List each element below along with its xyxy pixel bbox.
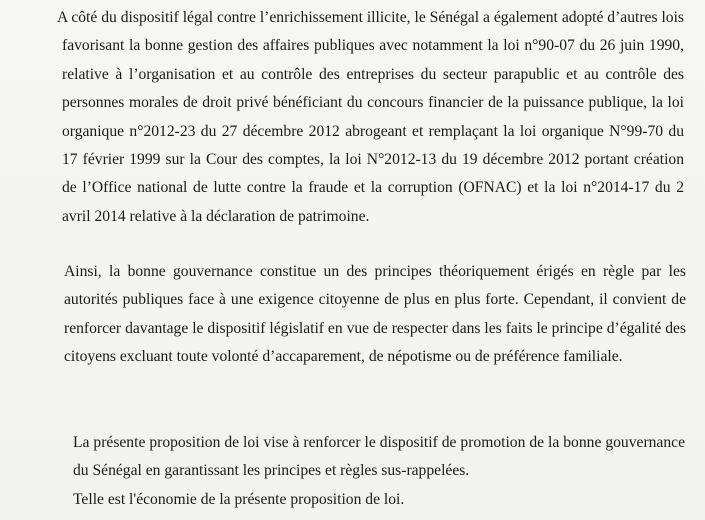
paragraph-proposal-purpose: La présente proposition de loi vise à renforcer le dispositif de promotion de la bonne gouvernance du Sénégal en garantissant les principes et règles sus-rappelées. xyxy=(73,434,685,480)
paragraph-legal-framework: A côté du dispositif légal contre l’enrichissement illicite, le Sénégal a également adopté d’autres lois favorisant la bonne gestion des affaires publiques avec notamment la loi n°90-07 du 26 juin 1990, relative à l’organisation et au contrôle des entreprises du secteur parapublic et au contrôle des personnes morales de droit privé bénéficiant du concours financier de la puissance publique, la loi organique n°2012-23 du 27 décembre 2012 abrogeant et remplaçant la loi organique N°99-70 du 17 février 1999 sur la Cour des comptes, la loi N°2012-13 du 19 décembre 2012 portant création de l’Office national de lutte contre la fraude et la corruption (OFNAC) et la loi n°2014-17 du 2 avril 2014 relative à la déclaration de patrimoine. xyxy=(57,9,684,225)
closing-line: Telle est l'économie de la présente proposition de loi. xyxy=(73,490,405,508)
conclusion-block xyxy=(73,429,685,514)
paragraph-good-governance: Ainsi, la bonne gouvernance constitue un des principes théoriquement érigés en règle par les autorités publiques face à une exigence citoyenne de plus en plus forte. Cependant, il convient de renforcer davantage le dispositif législatif en vue de respecter dans les faits le principe d’égalité des citoyens excluant toute volonté d’accaparement, de népotisme ou de préférence familiale. xyxy=(64,263,686,366)
